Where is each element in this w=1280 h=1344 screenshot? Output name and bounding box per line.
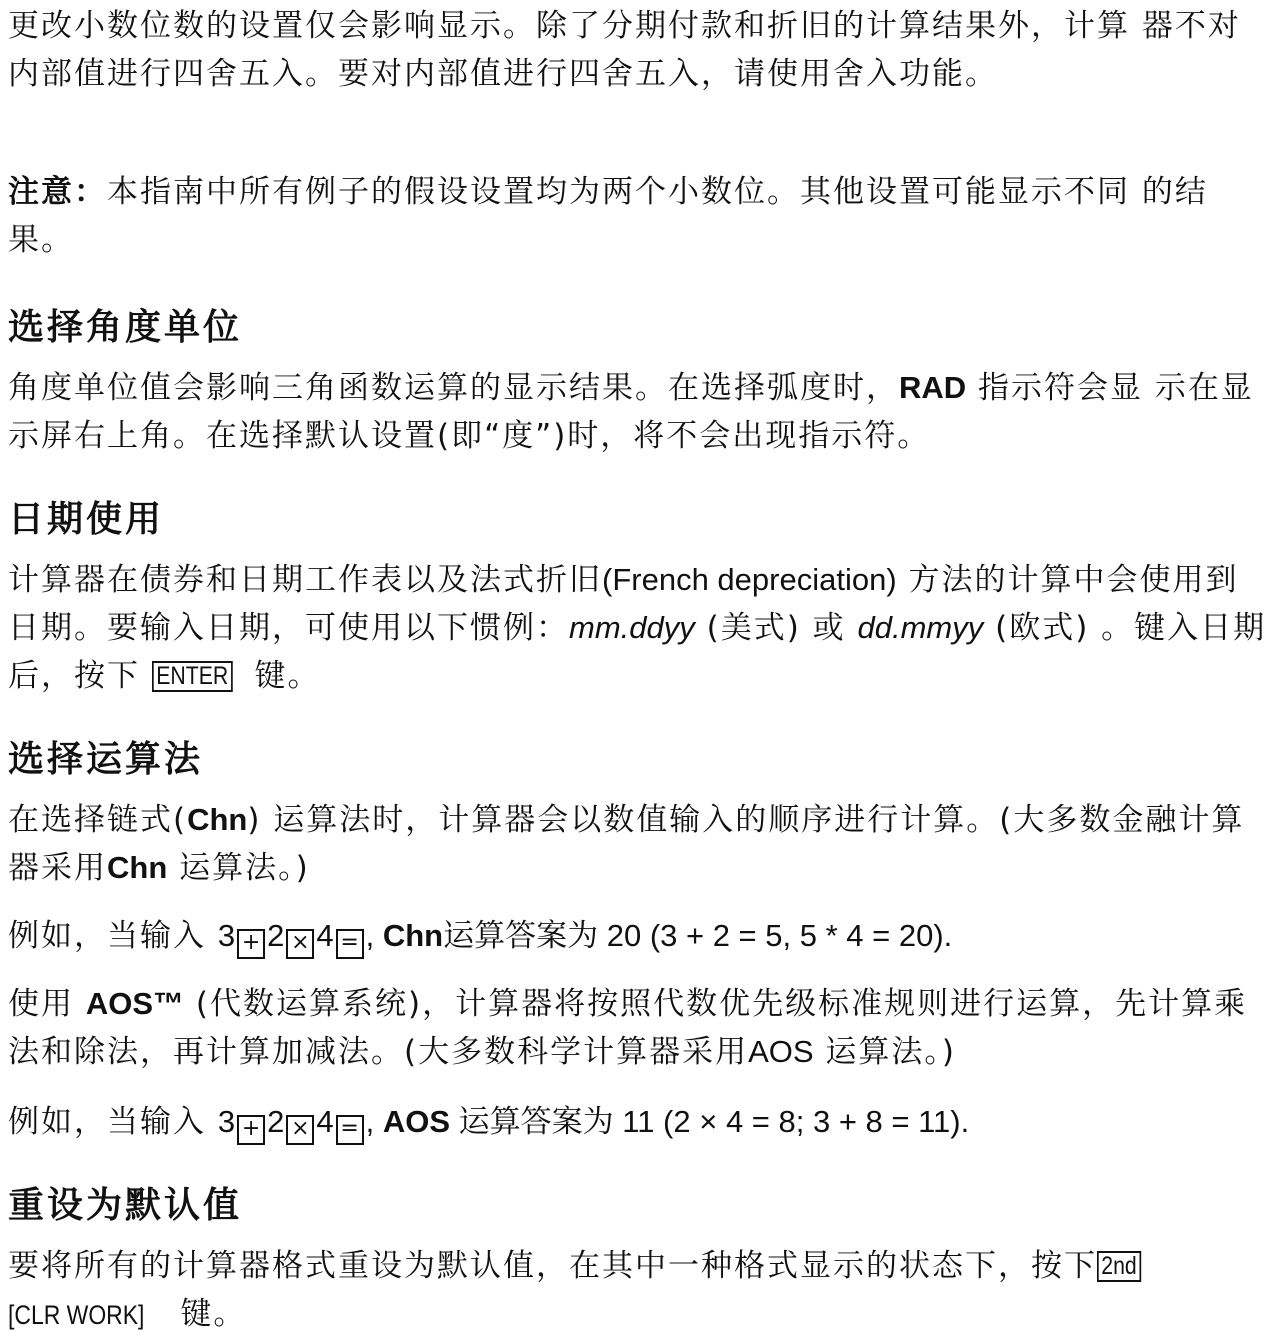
chn-example: 例如，当输入 3 + 2 × 4 = , Chn运算答案为 20 (3 + 2 = 5, 5 * 4 = 20).: [8, 912, 1270, 960]
rad-indicator: RAD: [899, 370, 967, 405]
note-label: 注意：: [8, 174, 107, 210]
angle-text-after: 指示符会显 示在显示屏右上角。在选择默认设置(即“度”)时，将不会出现指示符。: [8, 370, 1254, 454]
plus-key: +: [237, 929, 265, 959]
note-text: 本指南中所有例子的假设设置均为两个小数位。其他设置可能显示不同 的结果。: [8, 174, 1208, 258]
aos-example-n3: 4: [316, 1104, 334, 1139]
french-depreciation-term: (French depreciation): [602, 562, 897, 597]
angle-heading: 选择角度单位: [8, 307, 243, 348]
clr-work-function: [CLR WORK]: [8, 1300, 145, 1330]
aos-example-n2: 2: [267, 1104, 285, 1139]
aos-text-1: 使用: [8, 986, 86, 1022]
chn-example-n3: 4: [316, 918, 334, 953]
us-date-format: mm.ddyy: [569, 610, 695, 645]
chn-text-3: 运算法。): [167, 850, 310, 886]
date-paragraph: [8, 556, 1270, 700]
chn-example-n1: 3: [217, 918, 236, 953]
aos-example-result: 运算答案为 11 (2 × 4 = 8; 3 + 8 = 11).: [450, 1104, 970, 1139]
date-heading: 日期使用: [8, 499, 165, 540]
chn-mode-label: Chn: [187, 802, 248, 837]
angle-text-before: 角度单位值会影响三角函数运算的显示结果。在选择弧度时，: [8, 370, 899, 406]
eu-date-label: (欧式) 。键入日期后，按下: [8, 610, 1267, 694]
chn-example-n2: 2: [267, 918, 285, 953]
enter-key: ENTER: [152, 661, 233, 692]
eu-date-format: dd.mmyy: [857, 610, 984, 645]
chn-example-prefix: 例如，当输入: [8, 918, 218, 954]
method-heading: 选择运算法: [8, 739, 204, 780]
intro-paragraph: [8, 2, 1270, 98]
aos-trademark-label: AOS™: [85, 986, 185, 1021]
equals-key: =: [336, 929, 364, 959]
second-key: 2nd: [1097, 1251, 1141, 1282]
aos-text-2: (代数运算系统)，计算器将按照代数优先级标准规则进行运算，先计算乘法和除法，再计算加减法。(大多数科学计算器采用: [8, 986, 1248, 1070]
note-paragraph: [8, 168, 1270, 264]
date-text-2: 方法的计算中会使用到日期。要输入日期，可使用以下惯例：: [8, 562, 1239, 646]
angle-paragraph: [8, 364, 1270, 460]
chn-text-2: ) 运算法时，计算器会以数值输入的顺序进行计算。(大多数金融计算器采用: [8, 802, 1245, 886]
intro-text: 更改小数位数的设置仅会影响显示。除了分期付款和折旧的计算结果外，计算 器不对内部值进行四舍五入。要对内部值进行四舍五入，请使用舍入功能。: [8, 8, 1241, 92]
aos-example: 例如，当输入 3 + 2 × 4 = , AOS 运算答案为 11 (2 × 4 = 8; 3 + 8 = 11).: [8, 1098, 1270, 1146]
date-text-1: 计算器在债券和日期工作表以及法式折旧: [8, 562, 602, 598]
chn-paragraph: [8, 796, 1270, 892]
equals-key: =: [336, 1115, 364, 1145]
chn-example-mode: Chn: [382, 918, 444, 953]
reset-paragraph: [8, 1242, 1270, 1339]
aos-example-mode: AOS: [382, 1104, 451, 1139]
chn-example-result: 运算答案为 20 (3 + 2 = 5, 5 * 4 = 20).: [443, 918, 953, 953]
multiply-key: ×: [286, 929, 314, 959]
us-date-label: (美式) 或: [694, 610, 858, 646]
aos-example-prefix: 例如，当输入: [8, 1104, 218, 1140]
chn-mode-label-2: Chn: [107, 850, 168, 885]
chn-text-1: 在选择链式(: [8, 802, 188, 838]
aos-example-n1: 3: [217, 1104, 236, 1139]
multiply-key: ×: [286, 1115, 314, 1145]
date-text-end: 键。: [242, 658, 321, 694]
reset-text-end: 键。: [168, 1296, 247, 1332]
aos-name: AOS: [748, 1034, 814, 1069]
reset-heading: 重设为默认值: [8, 1185, 243, 1226]
aos-paragraph: [8, 980, 1270, 1076]
reset-text: 要将所有的计算器格式重设为默认值，在其中一种格式显示的状态下，按下: [8, 1248, 1097, 1284]
aos-text-3: 运算法。): [813, 1034, 957, 1070]
plus-key: +: [237, 1115, 265, 1145]
